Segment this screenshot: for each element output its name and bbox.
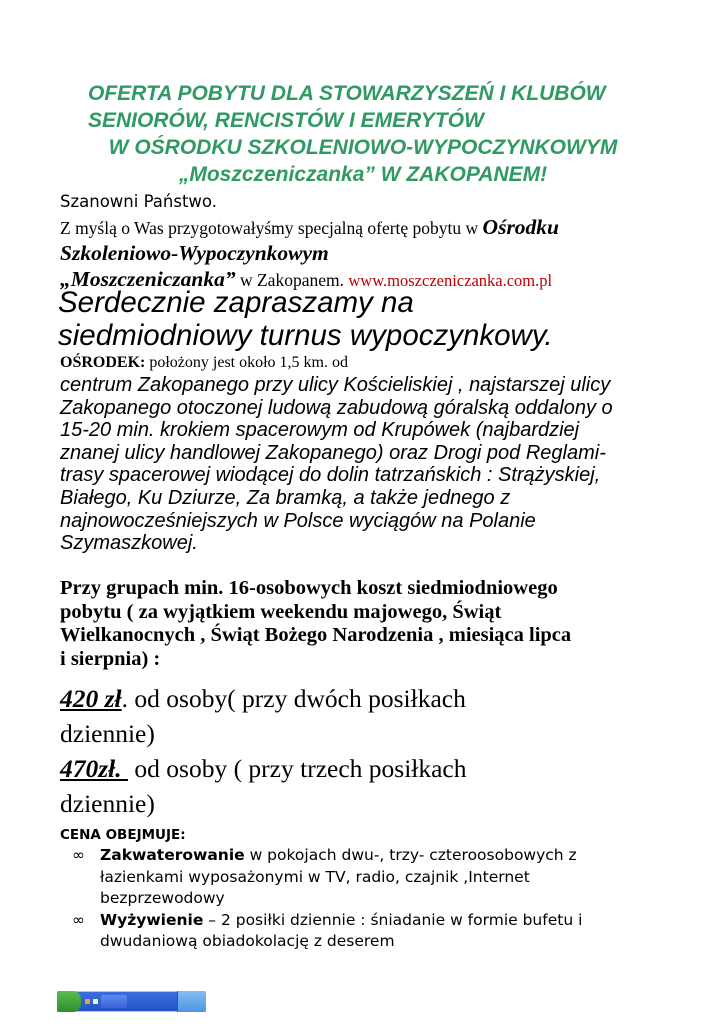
greeting-text: Szanowni Państwo. — [60, 192, 217, 211]
website-link[interactable]: www.moszczeniczanka.com.pl — [348, 271, 553, 290]
price-list — [60, 681, 680, 821]
document-title — [60, 80, 666, 188]
price-includes-heading: CENA OBEJMUJE: — [60, 827, 186, 843]
list-item-text: Zakwaterowanie w pokojach dwu-, trzy- czteroosobowych z łazienkami wyposażonymi w TV, radio, czajnik ,Internet bezprzewodowy — [100, 846, 577, 907]
intro-regular-1: Z myślą o Was przygotowałyśmy specjalną ofertę pobytu w — [60, 218, 483, 238]
intro-bold-2: Szkoleniowo-Wypoczynkowym — [60, 241, 329, 265]
infinity-bullet-icon: ∞ — [72, 910, 85, 929]
headline-line-1: Serdecznie zapraszamy na — [58, 286, 414, 319]
list-item-accommodation — [72, 845, 662, 910]
intro-line-1 — [60, 215, 672, 241]
conditions-line: Przy grupach min. 16-osobowych koszt siedmiodniowego — [60, 577, 558, 599]
description-line: Zakopanego otoczonej ludową zabudową góralską oddalony o — [60, 396, 613, 419]
osrodek-label: OŚRODEK: — [60, 354, 146, 371]
intro-bold-1: Ośrodku — [482, 215, 560, 239]
app-icon — [85, 999, 90, 1004]
conditions-line: i sierpnia) : — [60, 647, 161, 670]
title-line-3: W OŚRODKU SZKOLENIOWO-WYPOCZYNKOWYM — [108, 136, 618, 159]
intro-paragraph — [60, 215, 672, 293]
intro-regular-2: w Zakopanem. — [235, 270, 349, 290]
system-tray-area — [177, 991, 206, 1012]
price-amount-420: 420 zł — [60, 684, 122, 713]
price-option-1-wrap: dziennie) — [60, 719, 155, 748]
location-description — [60, 374, 680, 555]
open-window-button — [101, 995, 127, 1008]
meals-label: Wyżywienie — [100, 910, 204, 929]
accommodation-label: Zakwaterowanie — [100, 846, 245, 864]
price-text-2: od osoby ( przy trzech posiłkach — [128, 754, 467, 783]
included-items-list — [72, 845, 662, 953]
price-option-2-wrap: dziennie) — [60, 789, 155, 818]
description-line: Szymaszkowej. — [60, 532, 198, 555]
price-option-1 — [60, 681, 680, 716]
taskbar-apps-area — [81, 991, 177, 1012]
intro-bold-3: „Moszczeniczanka” — [60, 267, 236, 291]
list-item-text: Wyżywienie – 2 posiłki dziennie : śniadanie w formie bufetu i dwudaniową obiadokolację z deserem — [100, 910, 583, 950]
embedded-taskbar-screenshot — [57, 991, 206, 1012]
price-amount-470: 470zł. — [60, 754, 129, 783]
description-line: najnowocześniejszych w Polsce wyciągów na Polanie — [60, 509, 536, 532]
osrodek-text: położony jest około 1,5 km. od — [145, 354, 348, 371]
group-conditions — [60, 577, 680, 671]
infinity-bullet-icon: ∞ — [72, 846, 85, 864]
conditions-line: pobytu ( za wyjątkiem weekendu majowego, Świąt — [60, 600, 502, 623]
description-line: 15-20 min. krokiem spacerowym od Krupówek (najbardziej — [60, 419, 580, 442]
description-line: znanej ulicy handlowej Zakopanego) oraz Drogi pod Reglami- — [60, 441, 606, 464]
intro-line-2 — [60, 241, 672, 267]
description-line: trasy spacerowej wiodącej do dolin tatrzańskich : Strążyskiej, — [60, 464, 601, 487]
osrodek-line — [60, 354, 348, 372]
list-item-meals — [72, 910, 662, 953]
start-button-icon — [57, 991, 81, 1012]
price-text-1: . od osoby( przy dwóch posiłkach — [121, 684, 466, 713]
description-line: centrum Zakopanego przy ulicy Kościeliskiej , najstarszej ulicy — [60, 374, 611, 396]
description-line: Białego, Ku Dziurze, Za bramką, a także jednego z — [60, 486, 511, 509]
title-line-2: SENIORÓW, RENCISTÓW I EMERYTÓW — [88, 109, 484, 132]
price-option-2 — [60, 751, 680, 786]
headline-line-2: siedmiodniowy turnus wypoczynkowy. — [58, 319, 553, 352]
title-line-4: „Moszczeniczanka” W ZAKOPANEM! — [178, 163, 548, 186]
conditions-line: Wielkanocnych , Świąt Bożego Narodzenia , miesiąca lipca — [60, 624, 572, 646]
invitation-headline — [58, 286, 678, 352]
app-icon — [93, 999, 98, 1004]
title-line-1: OFERTA POBYTU DLA STOWARZYSZEŃ I KLUBÓW — [88, 82, 606, 105]
